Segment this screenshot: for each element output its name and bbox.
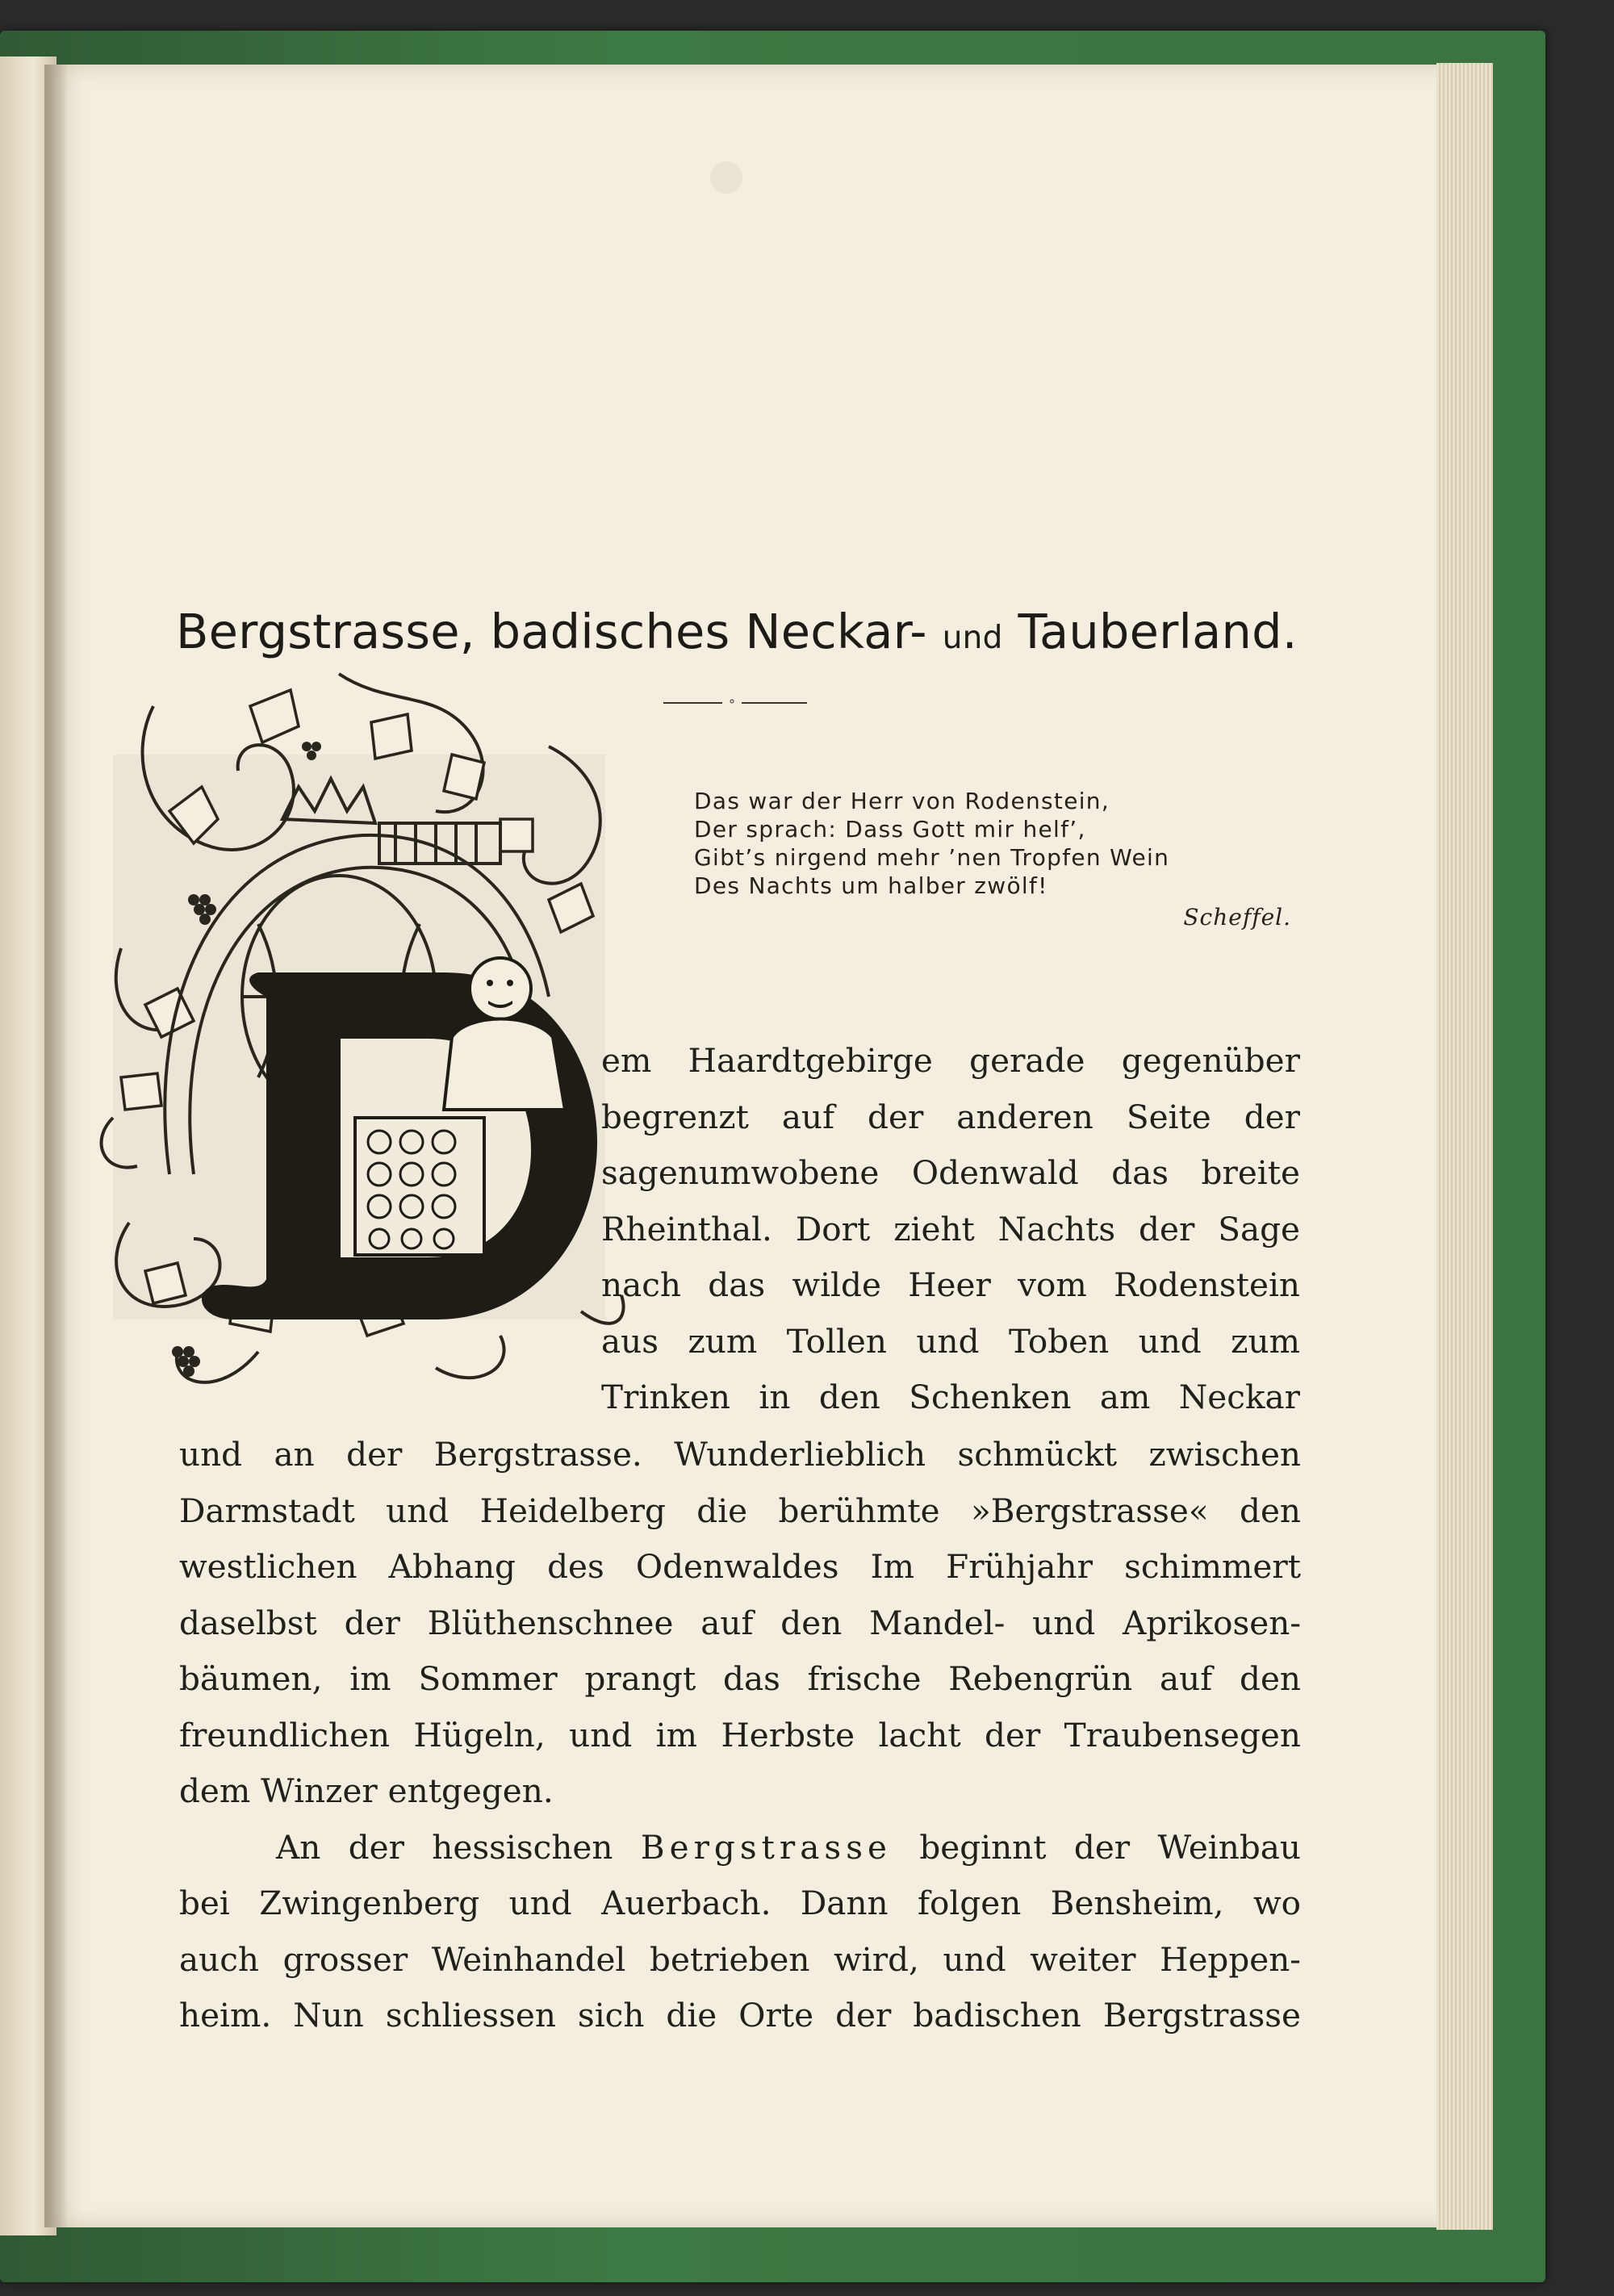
chapter-heading — [176, 604, 1306, 659]
para2-rest: beginnt der Weinbau — [919, 1827, 1301, 1867]
heading-part1: Bergstrasse, badisches Neckar- — [176, 604, 927, 659]
text-line: und an der Bergstrasse. Wunderlieblich schmückt zwischen — [179, 1435, 1301, 1474]
heading-und: und — [942, 620, 1003, 656]
para2-intro: An der hessischen — [276, 1827, 613, 1867]
text-line: daselbst der Blüthenschnee auf den Mandel- und Aprikosen- — [179, 1603, 1301, 1642]
page-edges — [1436, 63, 1493, 2230]
epigraph-line: Der sprach: Dass Gott mir helf’, — [694, 816, 1086, 843]
text-line: em Haardtgebirge gerade gegenüber — [601, 1041, 1300, 1080]
para2-emphasis: Bergstrasse — [640, 1827, 892, 1867]
text-line: dem Winzer entgegen. — [179, 1771, 554, 1810]
text-line: Rheinthal. Dort zieht Nachts der Sage — [601, 1209, 1300, 1248]
text-line: Darmstadt und Heidelberg die berühmte »Bergstrasse« den — [179, 1491, 1301, 1530]
heading-part3: Tauberland. — [1018, 604, 1298, 659]
text-line — [179, 1820, 1301, 1876]
epigraph-line: Das war der Herr von Rodenstein, — [694, 788, 1110, 814]
show-through-mark — [710, 161, 742, 194]
body-paragraphs — [179, 1427, 1301, 2044]
text-line: begrenzt auf der anderen Seite der — [601, 1097, 1300, 1136]
epigraph — [694, 787, 1307, 931]
text-line: westlichen Abhang des Odenwaldes Im Frühjahr schimmert — [179, 1547, 1301, 1586]
text-line: auch grosser Weinhandel betrieben wird, und weiter Heppen- — [179, 1939, 1301, 1979]
text-line: aus zum Tollen und Toben und zum — [601, 1321, 1300, 1361]
text-line: bei Zwingenberg und Auerbach. Dann folgen Bensheim, wo — [179, 1884, 1301, 1922]
body-indented-lines — [601, 1033, 1300, 1426]
epigraph-line: Des Nachts um halber zwölf! — [694, 872, 1048, 899]
text-line: bäumen, im Sommer prangt das frische Rebengrün auf den — [179, 1659, 1301, 1698]
text-line: nach das wilde Heer vom Rodenstein — [601, 1265, 1300, 1304]
paragraph-2 — [179, 1820, 1301, 2044]
text-line: freundlichen Hügeln, und im Herbste lacht der Traubensegen — [179, 1715, 1301, 1754]
text-line: sagenumwobene Odenwald das breite — [601, 1153, 1300, 1192]
text-line: Trinken in den Schenken am Neckar — [601, 1378, 1300, 1416]
epigraph-line: Gibt’s nirgend mehr ’nen Tropfen Wein — [694, 844, 1170, 871]
text-line: heim. Nun schliessen sich die Orte der badischen Bergstrasse — [179, 1996, 1301, 2035]
dropcap-illustration — [97, 658, 654, 1432]
epigraph-author: Scheffel. — [1183, 904, 1291, 931]
rule-ornament: ∘ — [722, 696, 742, 707]
spine-shadow — [44, 65, 69, 2227]
